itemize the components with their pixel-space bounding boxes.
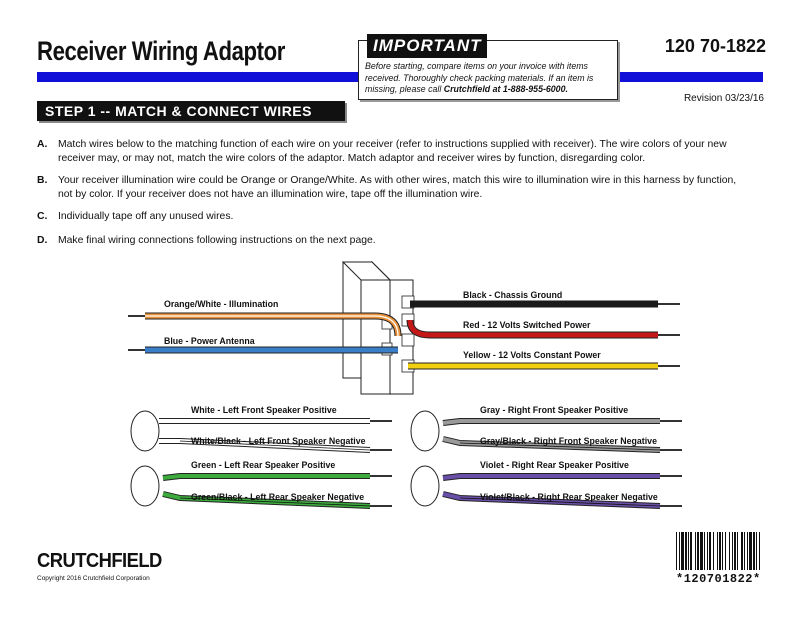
- barcode-bar: [734, 532, 736, 570]
- barcode-bar: [717, 532, 718, 570]
- step-letter: C.: [37, 211, 48, 222]
- barcode-bar: [753, 532, 755, 570]
- label-rr-pos: Violet - Right Rear Speaker Positive: [480, 460, 629, 470]
- step-heading: STEP 1 -- MATCH & CONNECT WIRES: [37, 101, 345, 121]
- barcode-bar: [732, 532, 733, 570]
- label-rr-neg: Violet/Black - Right Rear Speaker Negative: [480, 492, 658, 502]
- barcode-bar: [709, 532, 711, 570]
- crutchfield-logo: CRUTCHFIELD: [37, 550, 162, 572]
- step-text: Match wires below to the matching function of each wire on your receiver (refer to instructions supplied with receiver). The wire colors of your new receiver may, or may not, match the wire colors of the adaptor. Match adaptor and receiver wires by function, disregarding color.: [58, 139, 727, 164]
- barcode-bar: [722, 532, 723, 570]
- label-illumination: Orange/White - Illumination: [164, 299, 279, 309]
- barcode-text: *120701822*: [676, 572, 761, 586]
- barcode-bar: [679, 532, 680, 570]
- barcode-bar: [707, 532, 708, 570]
- important-text-plain: Before starting, compare items on your invoice with items received. Thoroughly check packing materials. If an item is missing, please call: [365, 61, 594, 94]
- barcode: [676, 532, 760, 570]
- barcode-bar: [725, 532, 726, 570]
- label-lf-pos: White - Left Front Speaker Positive: [191, 405, 337, 415]
- barcode-bar: [744, 532, 745, 570]
- barcode-bar: [697, 532, 699, 570]
- label-switched: Red - 12 Volts Switched Power: [463, 320, 591, 330]
- barcode-bar: [719, 532, 721, 570]
- barcode-bar: [713, 532, 714, 570]
- copyright: Copyright 2016 Crutchfield Corporation: [37, 575, 150, 582]
- part-number: 120 70-1822: [664, 36, 766, 56]
- barcode-bar: [729, 532, 730, 570]
- label-antenna: Blue - Power Antenna: [164, 336, 255, 346]
- label-lf-neg: White/Black - Left Front Speaker Negative: [191, 436, 366, 446]
- important-phone: Crutchfield at 1-888-955-6000.: [443, 84, 568, 94]
- barcode-bar: [681, 532, 684, 570]
- barcode-bar: [704, 532, 705, 570]
- barcode-bar: [749, 532, 752, 570]
- barcode-bar: [676, 532, 677, 570]
- step-text: Individually tape off any unused wires.: [58, 211, 234, 222]
- barcode-bar: [759, 532, 760, 570]
- label-lr-pos: Green - Left Rear Speaker Positive: [191, 460, 336, 470]
- barcode-bar: [685, 532, 687, 570]
- label-ground: Black - Chassis Ground: [463, 290, 563, 300]
- label-lr-neg: Green/Black - Left Rear Speaker Negative: [191, 492, 365, 502]
- label-constant: Yellow - 12 Volts Constant Power: [463, 350, 601, 360]
- barcode-bar: [690, 532, 692, 570]
- connector-housing: [343, 262, 414, 394]
- barcode-bar: [688, 532, 689, 570]
- barcode-bar: [747, 532, 748, 570]
- barcode-bar: [741, 532, 743, 570]
- step-letter: B.: [37, 175, 48, 186]
- barcode-bar: [737, 532, 738, 570]
- step-letter: A.: [37, 139, 48, 150]
- barcode-bar: [700, 532, 703, 570]
- label-rf-neg: Gray/Black - Right Front Speaker Negative: [480, 436, 657, 446]
- important-label: IMPORTANT: [367, 34, 487, 58]
- label-rf-pos: Gray - Right Front Speaker Positive: [480, 405, 629, 415]
- revision-date: Revision 03/23/16: [683, 93, 764, 104]
- step-letter: D.: [37, 235, 48, 246]
- barcode-bar: [695, 532, 696, 570]
- barcode-bar: [756, 532, 757, 570]
- step-text: Make final wiring connections following instructions on the next page.: [58, 235, 376, 246]
- document-title: Receiver Wiring Adaptor: [37, 36, 285, 66]
- step-text: Your receiver illumination wire could be Orange or Orange/White. As with other wires, match this wire to illumination wire in this harness by function, not by color. If your receiver does not have an illumination wire, tape off the illumination wire.: [58, 175, 737, 200]
